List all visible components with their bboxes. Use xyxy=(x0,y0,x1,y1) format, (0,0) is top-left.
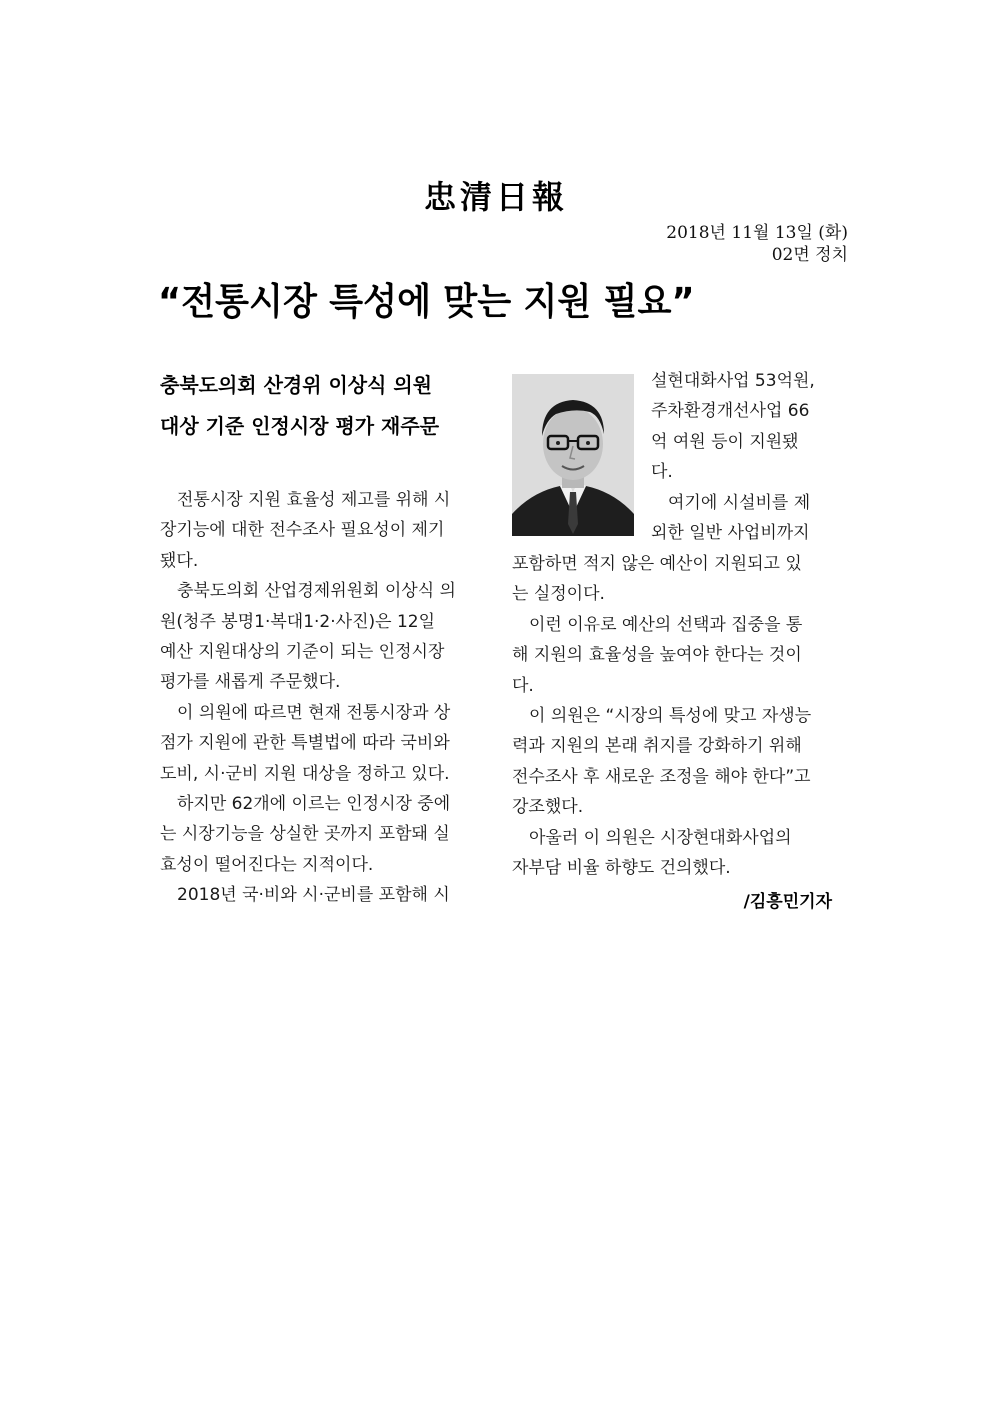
body-line: 여기에 시설비를 제 xyxy=(651,492,811,513)
subhead-line: 충북도의회 산경위 이상식 의원 xyxy=(160,373,433,397)
body-line: 주차환경개선사업 66 xyxy=(651,401,810,422)
body-line: 평가를 새롭게 주문했다. xyxy=(160,672,341,693)
body-line: 전수조사 후 새로운 조정을 해야 한다”고 xyxy=(512,766,811,787)
body-line: 충북도의회 산업경제위원회 이상식 의 xyxy=(160,581,456,602)
page-section: 02면 정치 xyxy=(771,245,848,265)
body-line: 외한 일반 사업비까지 xyxy=(651,523,810,544)
body-line: 하지만 62개에 이르는 인정시장 중에 xyxy=(160,794,451,815)
body-line: 다. xyxy=(512,675,534,696)
body-line: 점가 지원에 관한 특별법에 따라 국비와 xyxy=(160,733,450,754)
article-column-right xyxy=(512,549,834,883)
body-line: 설현대화사업 53억원, xyxy=(651,371,815,391)
body-line: 자부담 비율 하향도 건의했다. xyxy=(512,858,731,879)
body-line: 이 의원에 따르면 현재 전통시장과 상 xyxy=(160,702,451,723)
article-column-left xyxy=(160,485,480,911)
body-line: 예산 지원대상의 기준이 되는 인정시장 xyxy=(160,642,445,663)
body-line: 전통시장 지원 효율성 제고를 위해 시 xyxy=(160,490,451,510)
portrait-illustration xyxy=(512,374,634,536)
body-line: 다. xyxy=(651,462,673,483)
body-line: 력과 지원의 본래 취지를 강화하기 위해 xyxy=(512,736,802,757)
article-column-right-beside-photo xyxy=(651,366,833,548)
body-line: 포함하면 적지 않은 예산이 지원되고 있 xyxy=(512,554,802,574)
body-line: 됐다. xyxy=(160,550,199,571)
body-line: 강조했다. xyxy=(512,797,584,818)
body-line: 이런 이유로 예산의 선택과 집중을 통 xyxy=(512,614,803,635)
article-headline: “전통시장 특성에 맞는 지원 필요” xyxy=(158,280,695,323)
body-line: 원(청주 봉명1·복대1·2·사진)은 12일 xyxy=(160,611,436,632)
article-subhead xyxy=(160,365,490,447)
body-line: 도비, 시·군비 지원 대상을 정하고 있다. xyxy=(160,763,450,784)
body-line: 억 여원 등이 지원됐 xyxy=(651,431,799,452)
reporter-byline: /김흥민기자 xyxy=(743,892,832,912)
body-line: 는 시장기능을 상실한 곳까지 포함돼 실 xyxy=(160,824,450,845)
body-line: 이 의원은 “시장의 특성에 맞고 자생능 xyxy=(512,706,812,727)
body-line: 아울러 이 의원은 시장현대화사업의 xyxy=(512,827,792,848)
newspaper-masthead: 忠清日報 xyxy=(423,178,568,216)
lawmaker-portrait-photo xyxy=(512,374,634,536)
dateline xyxy=(666,222,848,266)
body-line: 효성이 떨어진다는 지적이다. xyxy=(160,854,374,875)
body-line: 장기능에 대한 전수조사 필요성이 제기 xyxy=(160,520,445,541)
body-line: 는 실정이다. xyxy=(512,584,605,605)
body-line: 해 지원의 효율성을 높여야 한다는 것이 xyxy=(512,645,802,666)
publication-date: 2018년 11월 13일 (화) xyxy=(666,223,848,243)
body-line: 2018년 국·비와 시·군비를 포함해 시 xyxy=(160,885,450,906)
subhead-line: 대상 기준 인정시장 평가 재주문 xyxy=(160,414,440,438)
